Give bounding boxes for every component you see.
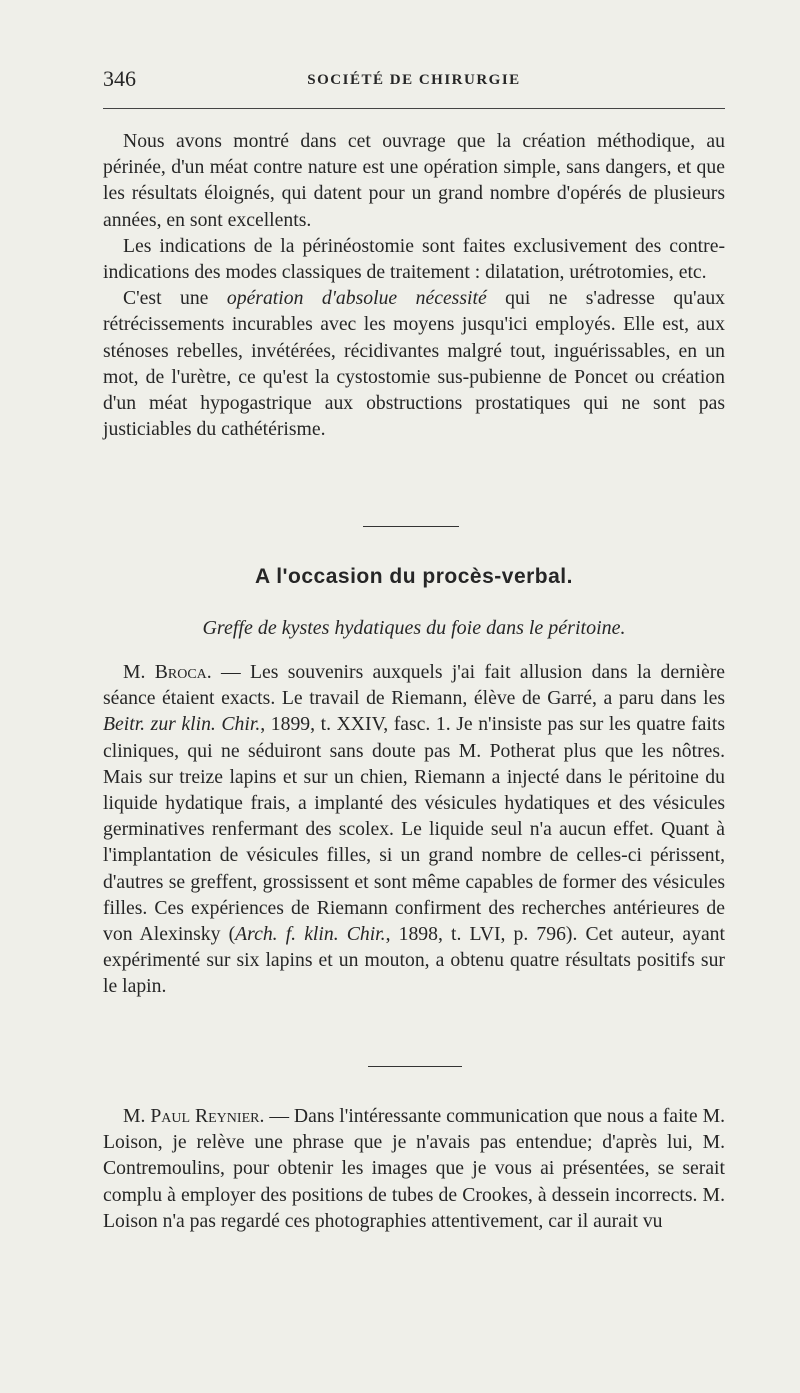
broca-text-1: . — Les souvenirs auxquels j'ai fait allusion dans la dernière séance étaient exacts. Le travail de Riemann, élève de Garré, a paru dans les — [103, 661, 725, 710]
speaker-prefix-2: M. — [123, 1105, 151, 1127]
page-number: 346 — [103, 66, 136, 91]
section-subtitle: Greffe de kystes hydatiques du foie dans le péritoine. — [202, 617, 626, 639]
section-separator-2 — [368, 1066, 462, 1067]
emphasis-absolue-necessite: opération d'absolue nécessité — [226, 287, 487, 310]
reynier-paragraph — [103, 1103, 725, 1234]
section-separator — [363, 526, 459, 527]
paragraph-3-start: C'est une — [123, 287, 227, 310]
paragraph-1: Nous avons montré dans cet ouvrage que la création méthodique, au périnée, d'un méat contre nature est une opération simple, sans dangers, et que les résultats éloignés, qui datent pour un grand nombre d'opérés de plusieurs années, en sont excellents. — [103, 130, 725, 231]
speaker-name-2: Paul Reynier — [150, 1105, 260, 1127]
paragraph-3-rest: qui ne s'adresse qu'aux rétrécissements incurables avec les moyens jusqu'ici employés. Elle est, aux sténoses rebelles, invétérées, récidivantes malgré tout, inguérissables, en un mot, de l'urètre, ce qu'est la cystostomie sus-pubienne de Poncet ou création d'un méat hypogastrique aux obstructions prostatiques qui ne sont pas justiciables du cathétérisme. — [103, 287, 726, 441]
page-header — [103, 66, 725, 96]
section-perineostomie — [103, 128, 725, 442]
header-rule — [103, 108, 725, 109]
section-reynier — [103, 1103, 725, 1234]
broca-paragraph — [103, 659, 725, 1000]
reynier-text: . — Dans l'intéressante communication que nous a faite M. Loison, je relève une phrase que je n'avais pas entendue; d'après lui, M. Contremoulins, pour obtenir les images que je vous ai présentées, se serait complu à employer des positions de tubes de Crookes, à dessein incorrects. M. Loison n'a pas regardé ces photographies attentivement, car il aurait vu — [103, 1105, 726, 1232]
section-title: A l'occasion du procès-verbal. — [255, 565, 573, 588]
reference-arch: Arch. f. klin. Chir. — [235, 923, 386, 946]
broca-text-2: , 1899, t. XXIV, fasc. 1. Je n'insiste pas sur les quatre faits cliniques, qui ne séduiront sans doute pas M. Potherat plus que les nôtres. Mais sur treize lapins et sur un chien, Riemann a injecté dans le péritoine du liquide hydatique frais, a implanté des vésicules hydatiques et des vésicules germinatives renfermant des scolex. Le liquide seul n'a aucun effet. Quant à l'implantation de vésicules filles, si un grand nombre de celles-ci périssent, d'autres se greffent, grossissent et sont même capables de former des vésicules filles. Ces expériences de Riemann confirment des recherches antérieures de von Alexinsky ( — [103, 713, 726, 946]
speaker-name: Broca — [154, 661, 207, 683]
speaker-prefix: M. — [123, 661, 155, 683]
running-head: SOCIÉTÉ DE CHIRURGIE — [307, 72, 521, 88]
paragraph-3 — [103, 285, 725, 442]
broca-text-3: , 1898, t. LVI, p. 796). Cet auteur, ayant expérimenté sur six lapins et un mouton, a obtenu quatre résultats positifs sur le lapin. — [103, 923, 725, 998]
section-broca — [103, 659, 725, 1000]
reference-beitr: Beitr. zur klin. Chir. — [103, 713, 261, 736]
paragraph-2: Les indications de la périnéostomie sont faites exclusivement des contre-indications des modes classiques de traitement : dilatation, urétrotomies, etc. — [103, 234, 725, 284]
